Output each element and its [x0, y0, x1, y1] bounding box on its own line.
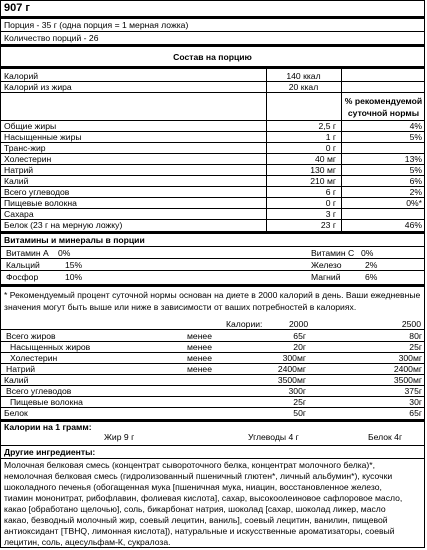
reference-nutrient: Всего углеводов — [6, 386, 72, 396]
vitamin-name: Магний — [311, 272, 341, 282]
nutrient-name: Натрий — [4, 165, 34, 175]
reference-value-2000: 65г — [293, 331, 306, 341]
reference-qualifier: менее — [187, 353, 212, 363]
ingredients-line: какао [обработано щелочью], соль, бикарбонат натрия, шоколад [сахар, шоколад ликер, масло — [4, 504, 386, 514]
nutrient-name: Всего углеводов — [4, 187, 70, 197]
divider — [1, 352, 424, 353]
vitamin-value: 15% — [65, 260, 83, 270]
product-weight: 907 г — [4, 2, 30, 14]
reference-value-2500: 2400мг — [393, 364, 422, 374]
nutrient-name: Холестерин — [4, 154, 52, 164]
reference-value-2000: 3500мг — [277, 375, 306, 385]
reference-value-2500: 375г — [404, 386, 422, 396]
divider — [1, 374, 424, 375]
reference-col2-header: 2500 — [401, 319, 421, 329]
vitamin-name: Витамин А — [6, 248, 49, 258]
nutrient-amount: 3 г — [325, 209, 336, 219]
footnote: * Рекомендуемый процент суточной нормы основан на диете в 2000 калорий в день. Ваши ежедневные значения могут быть выше или ниже в зависимости от ваших потребностей в калориях. — [4, 290, 421, 312]
per-gram-fat: Жир 9 г — [104, 432, 135, 442]
divider — [1, 284, 424, 287]
ingredients-line: немолочная белковая смесь (гидролизованный пшеничный глютен*, личный альбумин*), кусочки — [4, 471, 393, 481]
reference-value-2500: 3500мг — [393, 375, 422, 385]
reference-col1-header: 2000 — [289, 319, 309, 329]
reference-nutrient: Холестерин — [10, 353, 58, 363]
divider — [1, 153, 424, 154]
divider — [1, 31, 424, 32]
reference-value-2500: 80г — [409, 331, 422, 341]
nutrient-name: Белок (23 г на мерную ложку) — [4, 220, 123, 230]
divider — [1, 142, 424, 143]
vitamin-name: Кальций — [6, 260, 40, 270]
vitamin-value: 10% — [65, 272, 83, 282]
reference-qualifier: менее — [187, 331, 212, 341]
column-divider — [341, 68, 342, 231]
vitamin-name: Железо — [311, 260, 342, 270]
ingredients-title: Другие ингредиенты: — [4, 447, 96, 457]
energy-value: 140 ккал — [286, 71, 321, 81]
per-gram-title: Калории на 1 грамм: — [4, 422, 92, 432]
divider — [1, 258, 424, 259]
nutrient-amount: 130 мг — [310, 165, 336, 175]
nutrient-name: Сахара — [4, 209, 34, 219]
reference-value-2000: 25г — [293, 397, 306, 407]
divider — [1, 363, 424, 364]
per-gram-carbs: Углеводы 4 г — [248, 432, 299, 442]
nutrient-name: Пищевые волокна — [4, 198, 77, 208]
vitamin-value: 0% — [58, 248, 71, 258]
nutrient-amount: 2,5 г — [318, 121, 336, 131]
nutrient-dv: 0%* — [406, 198, 422, 208]
vitamin-name: Витамин С — [311, 248, 355, 258]
ingredients-line: шоколадного печенья (обогащенная мука [пшеничная мука, ниацин, восстановленное железо, — [4, 482, 382, 492]
divider — [1, 120, 424, 121]
dv-header-line1: % рекомендуемой — [344, 96, 423, 106]
reference-qualifier: менее — [187, 364, 212, 374]
ingredients-line: лецитин, соль, ацесульфам-К, сукралоза. — [4, 537, 171, 547]
nutrient-amount: 23 г — [320, 220, 336, 230]
reference-nutrient: Белок — [4, 408, 28, 418]
divider — [1, 445, 424, 446]
reference-value-2500: 300мг — [398, 353, 422, 363]
reference-value-2000: 300г — [288, 386, 306, 396]
nutrient-dv: 46% — [404, 220, 422, 230]
reference-qualifier: менее — [187, 342, 212, 352]
reference-value-2500: 65г — [409, 408, 422, 418]
divider — [1, 44, 424, 47]
reference-value-2000: 300мг — [282, 353, 306, 363]
reference-value-2500: 25г — [409, 342, 422, 352]
divider — [1, 164, 424, 165]
reference-calories-label: Калории: — [226, 319, 263, 329]
reference-value-2000: 20г — [293, 342, 306, 352]
reference-value-2500: 30г — [409, 397, 422, 407]
nutrient-name: Транс-жир — [4, 143, 46, 153]
ingredients-line: тиамин мононитрат, рибофлавин, фолиевая кислота], сахар, высокоолеиновое сафлоровое масло, — [4, 493, 403, 503]
nutrient-amount: 1 г — [325, 132, 336, 142]
vitamin-value: 0% — [361, 248, 374, 258]
nutrient-amount: 210 мг — [310, 176, 336, 186]
divider — [1, 208, 424, 209]
vitamins-title: Витамины и минералы в порции — [4, 235, 145, 245]
servings-count: Количество порций - 26 — [4, 33, 99, 43]
divider — [1, 246, 424, 247]
ingredients-line: Молочная белковая смесь (концентрат сывороточного белка, концентрат молочного белка)*, — [4, 460, 376, 470]
divider — [1, 175, 424, 176]
column-divider — [266, 68, 267, 231]
nutrient-dv: 2% — [409, 187, 422, 197]
reference-nutrient: Насыщенных жиров — [10, 342, 91, 352]
serving-size: Порция - 35 г (одна порция = 1 мерная ложка) — [4, 20, 189, 30]
nutrient-amount: 0 г — [325, 198, 336, 208]
reference-nutrient: Всего жиров — [6, 331, 56, 341]
nutrient-amount: 0 г — [325, 143, 336, 153]
divider — [1, 458, 424, 459]
nutrient-name: Калий — [4, 176, 29, 186]
nutrient-dv: 5% — [409, 132, 422, 142]
reference-nutrient: Натрий — [6, 364, 36, 374]
vitamin-value: 6% — [365, 272, 378, 282]
reference-value-2000: 50г — [293, 408, 306, 418]
energy-name: Калорий — [4, 71, 39, 81]
reference-nutrient: Пищевые волокна — [10, 397, 83, 407]
vitamin-name: Фосфор — [6, 272, 39, 282]
nutrient-amount: 40 мг — [315, 154, 336, 164]
divider — [1, 270, 424, 271]
reference-nutrient: Калий — [4, 375, 29, 385]
divider — [1, 16, 424, 19]
energy-value: 20 ккал — [288, 82, 319, 92]
divider — [1, 231, 424, 234]
ingredients-line: антиоксидант [ТВНQ, лимонная кислота]), натуральные и искусственные ароматизаторы, соевый — [4, 526, 395, 536]
divider — [1, 92, 424, 93]
nutrient-dv: 6% — [409, 176, 422, 186]
per-gram-protein: Белок 4г — [368, 432, 403, 442]
divider — [1, 329, 424, 330]
nutrient-amount: 6 г — [325, 187, 336, 197]
nutrient-dv: 4% — [409, 121, 422, 131]
composition-title: Состав на порцию — [173, 52, 252, 62]
vitamin-value: 2% — [365, 260, 378, 270]
divider — [1, 407, 424, 408]
ingredients-line: какао, безводный молочный жир, соевый лецитин, ваниль], соевый лецитин, ванилин, пищевой — [4, 515, 388, 525]
reference-value-2000: 2400мг — [277, 364, 306, 374]
nutrient-dv: 5% — [409, 165, 422, 175]
energy-name: Калорий из жира — [4, 82, 72, 92]
nutrient-name: Насыщенные жиры — [4, 132, 82, 142]
dv-header-line2: суточной нормы — [347, 108, 420, 118]
divider — [1, 66, 424, 69]
nutrient-dv: 13% — [404, 154, 422, 164]
nutrient-name: Общие жиры — [4, 121, 57, 131]
